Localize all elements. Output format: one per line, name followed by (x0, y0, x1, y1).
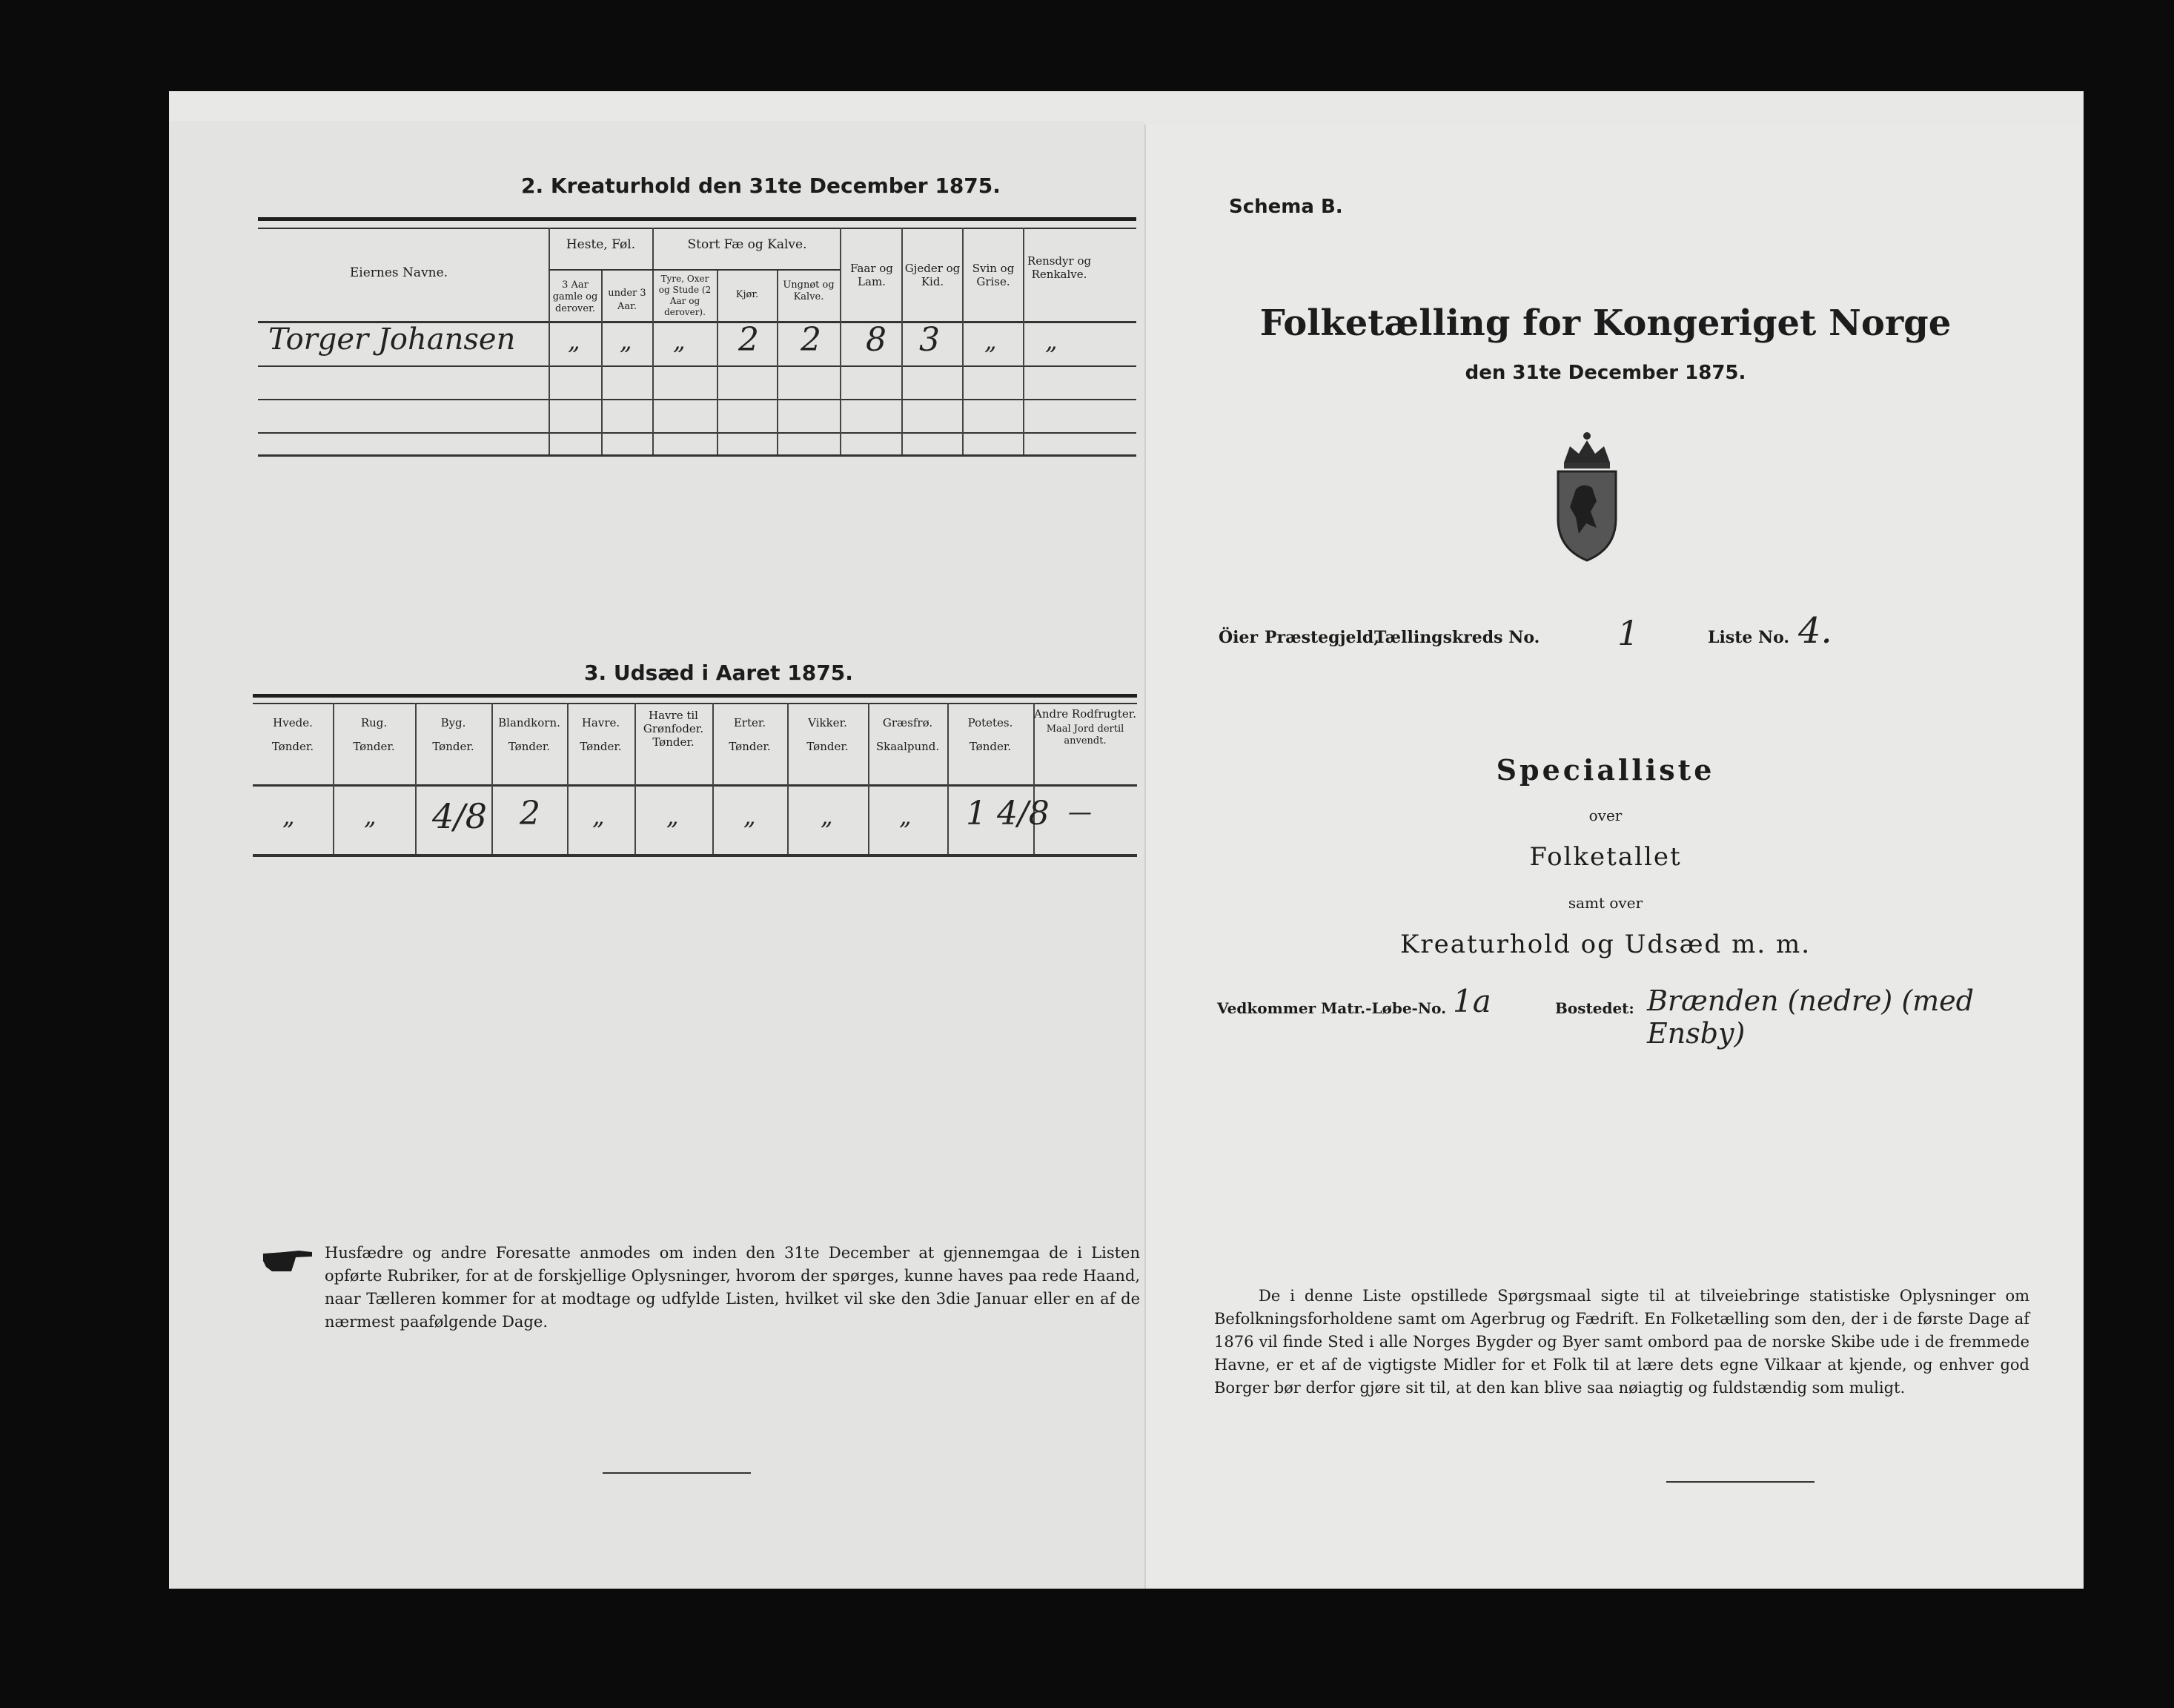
val-poteter: 1 4/8 (966, 795, 1050, 833)
col-young-cattle: Ungnøt og Kalve. (783, 279, 835, 302)
owner-name: Torger Johansen (268, 322, 516, 357)
val-graesfro: „ (899, 802, 912, 830)
val-vikker: „ (821, 802, 833, 830)
bosted-value: Brænden (nedre) (med Ensby) (1647, 984, 1974, 1050)
notice-text: Husfædre og andre Foresatte anmodes om inden den 31te December at gjennemgaa de i Listen opførte Rubriker, for at de forskjellige Oplysninger, hvorom der spørges, kunne haves paa rede Haand, naar Tælleren kommer for at modtage og udfylde Listen, hvilket vil ske den 3die Januar eller en af de nærmest paafølgende Dage. (325, 1244, 1140, 1331)
kreds-value: 1 (1617, 613, 1640, 653)
liste-label: Liste No. (1708, 628, 1790, 647)
col-cattle: Stort Fæ og Kalve. (687, 237, 807, 252)
norwegian-lion-coat-of-arms (1554, 430, 1620, 563)
specialliste-title: Specialliste (1496, 753, 1715, 787)
val-hvede: „ (282, 802, 295, 830)
val-rodfrugter: — (1068, 798, 1092, 826)
col-horses: Heste, Føl. (566, 237, 636, 252)
val-erter: „ (743, 802, 756, 830)
val-bulls: „ (673, 327, 686, 355)
matr-label: Vedkommer Matr.-Løbe-No. (1217, 999, 1447, 1017)
val-blandkorn: 2 (520, 795, 540, 833)
col-blandkorn: Blandkorn. Tønder. (498, 716, 560, 753)
col-rodfrugter: Andre Rodfrugter. Maal Jord dertil anvendt. (1033, 707, 1137, 747)
col-owner-names: Eiernes Navne. (349, 265, 448, 280)
col-erter: Erter. Tønder. (729, 716, 771, 753)
right-page (1144, 125, 2080, 1589)
sowing-table (253, 694, 1137, 858)
val-pigs: „ (984, 327, 997, 355)
pointing-hand-icon (262, 1246, 315, 1276)
table2-heading: 2. Kreaturhold den 31te December 1875. (521, 173, 1001, 198)
val-havre: „ (592, 802, 605, 830)
val-horses-under3: „ (620, 327, 632, 355)
col-hvede: Hvede. Tønder. (271, 716, 314, 753)
val-byg: 4/8 (432, 796, 488, 836)
explanation-paragraph: De i denne Liste opstillede Spørgsmaal sigte til at tilveiebringe statistiske Oplysninger om Befolkningsforholdene samt om Agerbrug og Fædrift. En Folketælling som den, der i de første Dage af 1876 vil finde Sted i alle Norges Bygder og Byer samt ombord paa de norske Skibe ude i de fremmede Havne, er et af de vigtigste Midler for et Folk til at lære dets egne Vilkaar at kjende, og enhver god Borger bør derfor gjøre sit til, at den kan blive saa nøiagtig og fuldstændig som muligt. (1214, 1287, 2029, 1397)
val-sheep: 8 (866, 321, 886, 359)
val-goats: 3 (919, 321, 940, 359)
col-havre-gronfoder: Havre til Grønfoder. Tønder. (643, 709, 704, 749)
col-horses-3yr: 3 Aar gamle og derover. (552, 279, 598, 314)
col-sheep: Faar og Lam. (850, 262, 893, 288)
matr-value: 1a (1453, 983, 1491, 1019)
col-vikker: Vikker. Tønder. (806, 716, 849, 753)
col-reindeer: Rensdyr og Renkalve. (1027, 254, 1092, 281)
col-bulls: Tyre, Oxer og Stude (2 Aar og derover). (658, 274, 712, 317)
col-cows: Kjør. (735, 289, 759, 300)
col-goats: Gjeder og Kid. (904, 262, 961, 288)
parish-label: Præstegjeld, (1265, 628, 1379, 647)
liste-value: 4. (1798, 610, 1832, 652)
col-rug: Rug. Tønder. (353, 716, 395, 753)
bosted-label: Bostedet: (1555, 999, 1634, 1017)
census-date: den 31te December 1875. (1465, 362, 1746, 384)
col-graesfro: Græsfrø. Skaalpund. (875, 716, 940, 753)
val-cows: 2 (738, 321, 759, 359)
over-text-1: over (1588, 807, 1623, 824)
val-rug: „ (364, 802, 377, 830)
scanned-sheet (169, 91, 2084, 1589)
col-havre: Havre. Tønder. (580, 716, 622, 753)
col-poteter: Potetes. Tønder. (967, 716, 1013, 753)
val-havre-gronfoder: „ (666, 802, 679, 830)
location-line (1219, 610, 2071, 662)
schema-label: Schema B. (1229, 196, 1343, 218)
main-title: Folketælling for Kongeriget Norge (1259, 302, 1952, 344)
folketallet-title: Folketallet (1529, 842, 1682, 872)
col-horses-under3: under 3 Aar. (608, 288, 646, 312)
col-byg: Byg. Tønder. (432, 716, 474, 753)
val-horses-3yr: „ (568, 327, 580, 355)
val-young-cattle: 2 (801, 321, 821, 359)
col-pigs: Svin og Grise. (972, 262, 1015, 288)
samt-over-text: samt over (1568, 894, 1643, 912)
kreds-label: Tællingskreds No. (1374, 628, 1540, 647)
table3-heading: 3. Udsæd i Aaret 1875. (584, 661, 853, 685)
left-page (169, 121, 1144, 1589)
matr-line (1217, 983, 2069, 1050)
livestock-table (258, 217, 1136, 454)
val-reindeer: „ (1045, 327, 1058, 355)
kreaturhold-title: Kreaturhold og Udsæd m. m. (1399, 930, 1811, 959)
parish-value: Öier (1219, 628, 1259, 647)
